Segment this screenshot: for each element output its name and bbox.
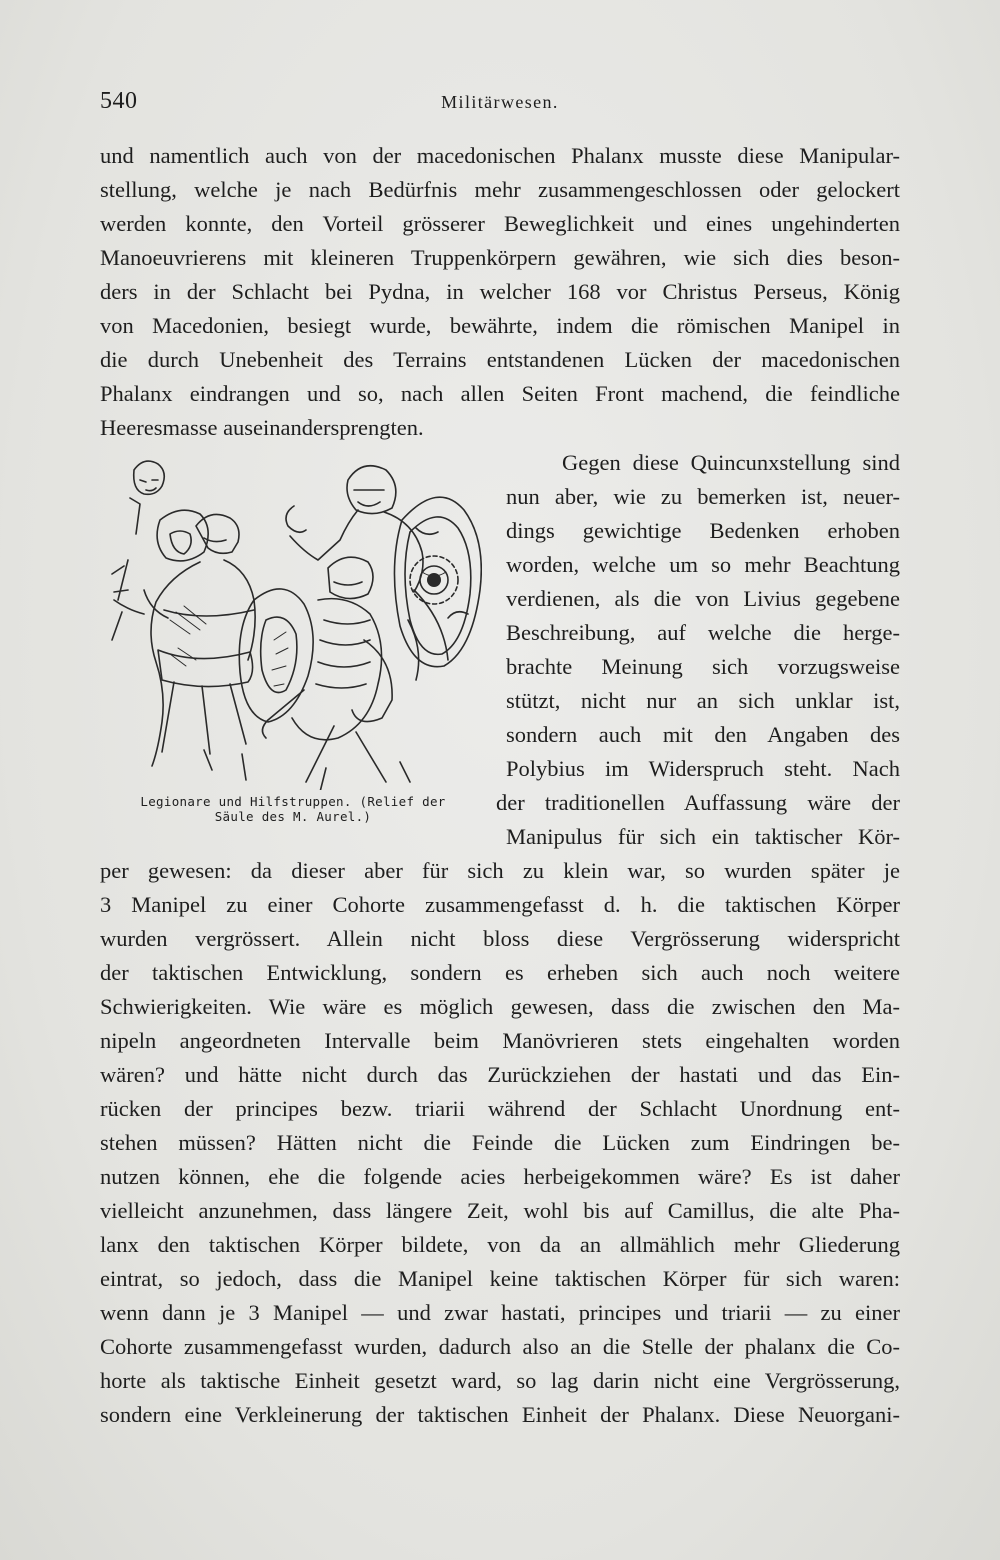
text-line: brachte Meinung sich vorzugsweise [506,654,900,679]
text-line: rücken der principes bezw. triarii während der Schlacht Unordnung ent- [100,1096,900,1121]
text-line: Manoeuvrierens mit kleineren Truppenkörpern gewähren, wie sich dies beson- [100,245,900,270]
text-line: ders in der Schlacht bei Pydna, in welcher 168 vor Christus Perseus, König [100,279,900,304]
page-number: 540 [100,88,138,114]
text-line: Polybius im Widerspruch steht. Nach [506,756,900,781]
text-line: Phalanx eindrangen und so, nach allen Seiten Front machend, die feindliche [100,381,900,406]
text-line: der traditionellen Auffassung wäre der [496,790,900,815]
caption-line: Legionare und Hilfstruppen. (Relief der [140,794,446,809]
text-line: horte als taktische Einheit gesetzt ward, so lag darin nicht eine Vergrösserung, [100,1368,900,1393]
text-line: wenn dann je 3 Manipel — und zwar hastati, principes und triarii — zu einer [100,1300,900,1325]
text-line: eintrat, so jedoch, dass die Manipel keine taktischen Körper für sich waren: [100,1266,900,1291]
text-line: Heeresmasse auseinandersprengten. [100,415,424,440]
text-line: dings gewichtige Bedenken erhoben [506,518,900,543]
text-line: und namentlich auch von der macedonischen Phalanx musste diese Manipular- [100,143,900,168]
text-line: lanx den taktischen Körper bildete, von da an allmählich mehr Gliederung [100,1232,900,1257]
text-line: wurden vergrössert. Allein nicht bloss diese Vergrösserung widerspricht [100,926,900,951]
text-line: Gegen diese Quincunxstellung sind [562,450,900,475]
text-line: Schwierigkeiten. Wie wäre es möglich gewesen, dass die zwischen den Ma- [100,994,900,1019]
text-line: 3 Manipel zu einer Cohorte zusammengefasst d. h. die taktischen Körper [100,892,900,917]
text-line: sondern eine Verkleinerung der taktischen Einheit der Phalanx. Diese Neuorgani- [100,1402,900,1427]
figure-caption [104,794,482,824]
text-line: der taktischen Entwicklung, sondern es erheben sich auch noch weitere [100,960,900,985]
relief-drawing [104,450,482,790]
text-line: worden, welche um so mehr Beachtung [506,552,900,577]
text-line: nutzen können, ehe die folgende acies herbeigekommen wäre? Es ist daher [100,1164,900,1189]
illustration-legionaries [104,450,482,790]
running-head: Militärwesen. [441,92,559,112]
text-line: die durch Unebenheit des Terrains entstandenen Lücken der macedonischen [100,347,900,372]
text-line: stehen müssen? Hätten nicht die Feinde die Lücken zum Eindringen be- [100,1130,900,1155]
text-line: stützt, nicht nur an sich unklar ist, [506,688,900,713]
text-line: nipeln angeordneten Intervalle beim Manövrieren stets eingehalten worden [100,1028,900,1053]
text-line: werden konnte, den Vorteil grösserer Beweglichkeit und eines ungehinderten [100,211,900,236]
text-line: per gewesen: da dieser aber für sich zu klein war, so wurden später je [100,858,900,883]
text-line: sondern auch mit den Angaben des [506,722,900,747]
text-line: Manipulus für sich ein taktischer Kör- [506,824,900,849]
text-line: Cohorte zusammengefasst wurden, dadurch also an die Stelle der phalanx die Co- [100,1334,900,1359]
text-line: wären? und hätte nicht durch das Zurückziehen der hastati und das Ein- [100,1062,900,1087]
text-line: von Macedonien, besiegt wurde, bewährte, indem die römischen Manipel in [100,313,900,338]
text-line: verdienen, als die von Livius gegebene [506,586,900,611]
page-header [100,88,900,118]
text-line: Beschreibung, auf welche die herge- [506,620,900,645]
text-line: vielleicht anzunehmen, dass längere Zeit, wohl bis auf Camillus, die alte Pha- [100,1198,900,1223]
caption-line: Säule des M. Aurel.) [214,809,372,824]
text-line: stellung, welche je nach Bedürfnis mehr zusammengeschlossen oder gelockert [100,177,900,202]
text-line: nun aber, wie zu bemerken ist, neuer- [506,484,900,509]
